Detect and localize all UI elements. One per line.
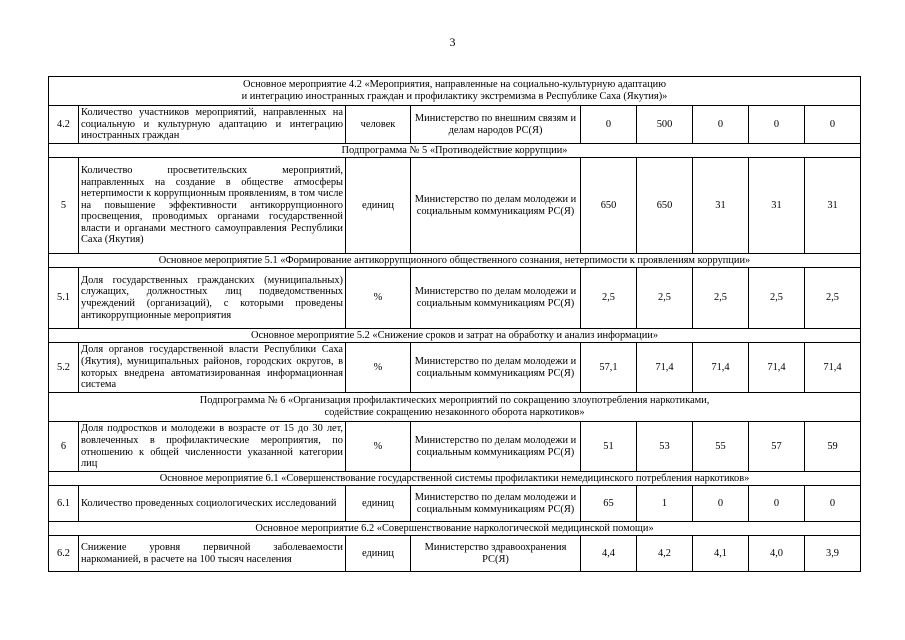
indicator-unit: единиц — [346, 536, 411, 572]
indicator-value: 55 — [693, 422, 749, 472]
indicator-description: Доля государственных гражданских (муниципальных) служащих, должностных лиц подведомственных учреждений (организаций), с которыми проведены антикоррупционные мероприятия — [79, 268, 346, 329]
indicator-value: 1 — [637, 486, 693, 522]
indicator-value: 0 — [581, 106, 637, 144]
section-header-row — [49, 472, 861, 486]
responsible-ministry: Министерство по делам молодежи и социальным коммуникациям РС(Я) — [411, 343, 581, 393]
indicator-description: Количество просветительских мероприятий, направленных на создание в обществе атмосферы нетерпимости к коррупционным проявлениям, в том числе на повышение эффективности антикоррупционного просвещения, проводимых органами государственной власти и органами местного самоуправления Республики Саха (Якутия) — [79, 158, 346, 254]
indicator-number: 6.2 — [49, 536, 79, 572]
section-header-row — [49, 329, 861, 343]
indicator-unit: единиц — [346, 158, 411, 254]
indicators-table — [48, 76, 861, 572]
section-title-line: Подпрограмма № 6 «Организация профилактических мероприятий по сокращению злоупотребления наркотиками, — [199, 395, 710, 407]
indicator-value: 57,1 — [581, 343, 637, 393]
indicator-value: 0 — [693, 106, 749, 144]
indicator-value: 71,4 — [749, 343, 805, 393]
indicator-value: 4,2 — [637, 536, 693, 572]
indicator-number: 5.1 — [49, 268, 79, 329]
indicator-unit: человек — [346, 106, 411, 144]
section-header-row — [49, 77, 861, 106]
indicator-value: 0 — [693, 486, 749, 522]
section-title-line: Основное мероприятие 6.1 «Совершенствование государственной системы профилактики немедицинского потребления наркотиков» — [159, 472, 750, 484]
indicator-description: Количество проведенных социологических исследований — [79, 486, 346, 522]
section-title-line: Подпрограмма № 5 «Противодействие коррупции» — [341, 144, 568, 156]
indicator-value: 4,4 — [581, 536, 637, 572]
indicator-unit: % — [346, 422, 411, 472]
section-title-line: содействие сокращению незаконного оборота наркотиков» — [324, 407, 585, 418]
indicator-value: 31 — [693, 158, 749, 254]
indicator-value: 71,4 — [637, 343, 693, 393]
section-title-line: Основное мероприятие 4.2 «Мероприятия, направленные на социально-культурную адаптацию — [243, 79, 666, 91]
indicator-number: 5.2 — [49, 343, 79, 393]
indicator-value: 4,1 — [693, 536, 749, 572]
indicator-value: 500 — [637, 106, 693, 144]
table-row — [49, 268, 861, 329]
indicator-description: Снижение уровня первичной заболеваемости наркоманией, в расчете на 100 тысяч населения — [79, 536, 346, 572]
section-title — [49, 329, 861, 343]
indicator-unit: % — [346, 268, 411, 329]
section-title — [49, 393, 861, 422]
indicator-value: 0 — [749, 106, 805, 144]
table-row — [49, 486, 861, 522]
section-title-line: Основное мероприятие 6.2 «Совершенствование наркологической медицинской помощи» — [255, 522, 654, 534]
indicator-number: 6.1 — [49, 486, 79, 522]
responsible-ministry: Министерство здравоохранения РС(Я) — [411, 536, 581, 572]
indicator-value: 650 — [637, 158, 693, 254]
section-title — [49, 254, 861, 268]
page-number: 3 — [449, 35, 456, 49]
section-title-line: и интеграцию иностранных граждан и профилактику экстремизма в Республике Саха (Якутия)» — [241, 91, 668, 102]
indicator-value: 71,4 — [805, 343, 861, 393]
responsible-ministry: Министерство по делам молодежи и социальным коммуникациям РС(Я) — [411, 158, 581, 254]
indicator-value: 31 — [749, 158, 805, 254]
indicator-value: 650 — [581, 158, 637, 254]
responsible-ministry: Министерство по внешним связям и делам народов РС(Я) — [411, 106, 581, 144]
section-header-row — [49, 393, 861, 422]
indicator-value: 4,0 — [749, 536, 805, 572]
responsible-ministry: Министерство по делам молодежи и социальным коммуникациям РС(Я) — [411, 486, 581, 522]
indicator-value: 57 — [749, 422, 805, 472]
table-row — [49, 106, 861, 144]
indicator-value: 71,4 — [693, 343, 749, 393]
table-body — [49, 77, 861, 572]
indicator-description: Количество участников мероприятий, направленных на социальную и культурную адаптацию и интеграцию иностранных граждан — [79, 106, 346, 144]
table-row — [49, 536, 861, 572]
section-title-line: Основное мероприятие 5.1 «Формирование антикоррупционного общественного сознания, нетерпимости к проявлениям коррупции» — [158, 254, 751, 266]
indicator-unit: % — [346, 343, 411, 393]
indicator-value: 2,5 — [581, 268, 637, 329]
indicator-value: 2,5 — [805, 268, 861, 329]
indicator-value: 31 — [805, 158, 861, 254]
indicator-value: 0 — [805, 486, 861, 522]
indicator-value: 2,5 — [693, 268, 749, 329]
indicator-value: 53 — [637, 422, 693, 472]
section-title-line: Основное мероприятие 5.2 «Снижение сроков и затрат на обработку и анализ информации» — [250, 329, 659, 341]
indicator-value: 0 — [749, 486, 805, 522]
indicator-number: 6 — [49, 422, 79, 472]
section-header-row — [49, 522, 861, 536]
indicator-unit: единиц — [346, 486, 411, 522]
indicator-value: 2,5 — [749, 268, 805, 329]
responsible-ministry: Министерство по делам молодежи и социальным коммуникациям РС(Я) — [411, 422, 581, 472]
section-title — [49, 472, 861, 486]
indicator-number: 4.2 — [49, 106, 79, 144]
section-title — [49, 522, 861, 536]
table-row — [49, 158, 861, 254]
section-title — [49, 77, 861, 106]
indicator-value: 2,5 — [637, 268, 693, 329]
indicator-value: 0 — [805, 106, 861, 144]
indicator-number: 5 — [49, 158, 79, 254]
table-row — [49, 422, 861, 472]
indicator-value: 51 — [581, 422, 637, 472]
section-title — [49, 144, 861, 158]
indicator-value: 65 — [581, 486, 637, 522]
table-row — [49, 343, 861, 393]
section-header-row — [49, 254, 861, 268]
indicator-value: 3,9 — [805, 536, 861, 572]
section-header-row — [49, 144, 861, 158]
indicator-value: 59 — [805, 422, 861, 472]
indicator-description: Доля органов государственной власти Республики Саха (Якутия), муниципальных районов, городских округов, в которых внедрена автоматизированная информационная система — [79, 343, 346, 393]
indicator-description: Доля подростков и молодежи в возрасте от 15 до 30 лет, вовлеченных в профилактические мероприятия, по отношению к общей численности указанной категории лиц — [79, 422, 346, 472]
responsible-ministry: Министерство по делам молодежи и социальным коммуникациям РС(Я) — [411, 268, 581, 329]
